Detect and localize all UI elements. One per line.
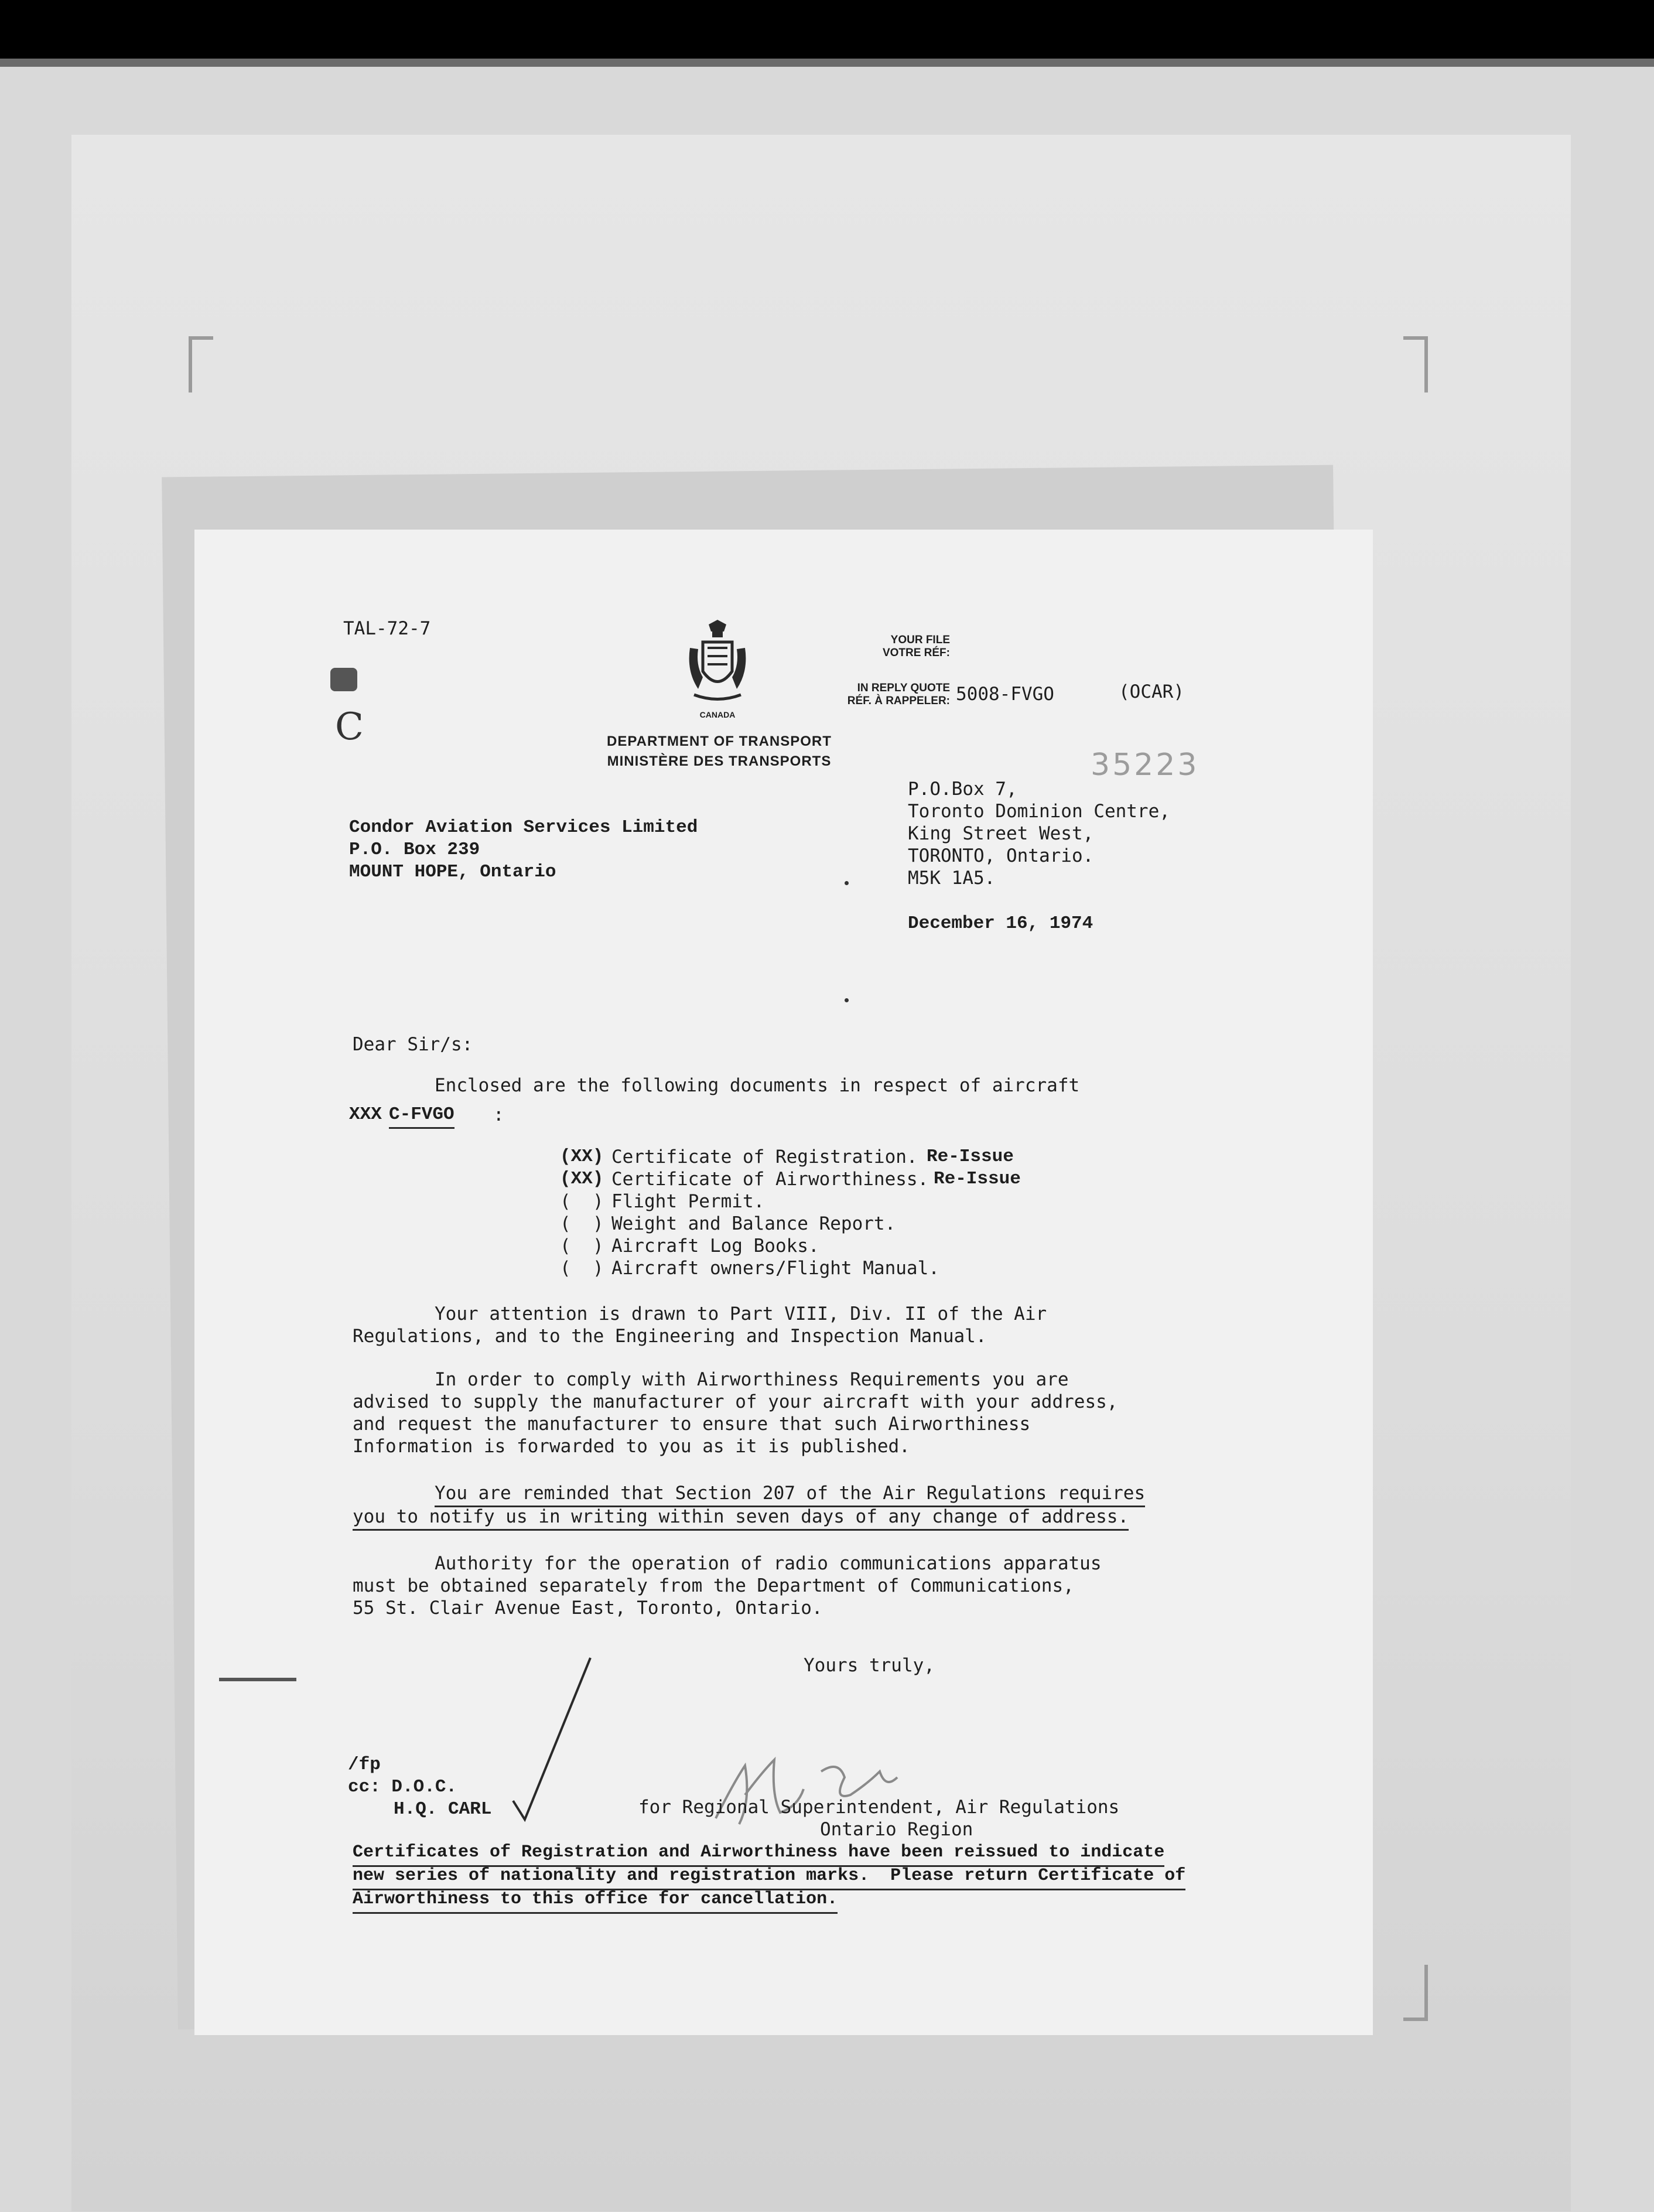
paragraph-radio: 55 St. Clair Avenue East, Toronto, Ontario. [353, 1597, 823, 1619]
salutation: Dear Sir/s: [353, 1034, 473, 1055]
film-rule [0, 59, 1654, 67]
coat-of-arms-icon [685, 619, 750, 706]
closing: Yours truly, [804, 1655, 935, 1676]
punch-dot [845, 881, 849, 885]
enclosure-checkbox: (XX) [560, 1169, 604, 1189]
footer-note-line: new series of nationality and registration marks. Please return Certificate of [353, 1864, 1185, 1890]
ink-smudge [330, 668, 357, 691]
paragraph-attention: Regulations, and to the Engineering and Inspection Manual. [353, 1326, 987, 1347]
sender-address-line: King Street West, [908, 823, 1094, 844]
recipient-line: Condor Aviation Services Limited [349, 817, 698, 838]
punch-dot [845, 998, 849, 1002]
crop-mark-bottom-right [1403, 1965, 1428, 2021]
enclosure-checkbox: ( ) [560, 1213, 604, 1234]
sender-address-line: M5K 1A5. [908, 868, 996, 889]
signatory-line: for Regional Superintendent, Air Regulations [638, 1797, 1120, 1818]
recipient-line: MOUNT HOPE, Ontario [349, 862, 556, 882]
paragraph-comply: advised to supply the manufacturer of your aircraft with your address, [353, 1391, 1118, 1412]
your-file-label-en: YOUR FILE [890, 634, 950, 646]
cc-line: H.Q. CARL [394, 1799, 492, 1820]
letter-page [194, 530, 1373, 2035]
check-mark-icon [511, 1654, 593, 1824]
paragraph-comply: Information is forwarded to you as it is published. [353, 1436, 910, 1457]
signatory-line: Ontario Region [820, 1819, 973, 1840]
reply-quote-value: 5008-FVGO [956, 684, 1054, 705]
reply-quote-label-en: IN REPLY QUOTE [857, 682, 950, 694]
paragraph-comply: and request the manufacturer to ensure that such Airworthiness [353, 1414, 1031, 1435]
intro-text: Enclosed are the following documents in respect of aircraft [435, 1075, 1080, 1096]
enclosure-checkbox: ( ) [560, 1191, 604, 1212]
enclosure-note: Re-Issue [927, 1146, 1014, 1167]
enclosure-item: Aircraft owners/Flight Manual. [611, 1258, 939, 1279]
enclosure-checkbox: ( ) [560, 1258, 604, 1279]
reply-quote-suffix: (OCAR) [1119, 681, 1184, 702]
enclosure-note: Re-Issue [934, 1169, 1021, 1189]
department-name-fr: MINISTÈRE DES TRANSPORTS [607, 753, 832, 769]
typist-initials: /fp [348, 1754, 381, 1775]
your-file-label-fr: VOTRE RÉF: [882, 647, 950, 659]
aircraft-registration: C-FVGO [389, 1104, 454, 1129]
paragraph-comply: In order to comply with Airworthiness Requirements you are [435, 1369, 1069, 1390]
paragraph-reminder: you to notify us in writing within seven days of any change of address. [353, 1506, 1129, 1531]
crest-caption: CANADA [699, 710, 736, 719]
enclosure-item: Aircraft Log Books. [611, 1235, 819, 1257]
enclosure-checkbox: (XX) [560, 1146, 604, 1167]
crop-mark-top-left [189, 336, 213, 392]
letter-date: December 16, 1974 [908, 913, 1093, 934]
cc-line: cc: D.O.C. [348, 1777, 457, 1797]
enclosure-item: Certificate of Registration. [611, 1146, 918, 1168]
paragraph-radio: must be obtained separately from the Department of Communications, [353, 1575, 1074, 1596]
enclosure-checkbox: ( ) [560, 1235, 604, 1257]
received-stamp-number: 35223 [1091, 747, 1200, 783]
aircraft-struck-prefix: XXX [349, 1104, 382, 1125]
enclosure-item: Weight and Balance Report. [611, 1213, 896, 1234]
enclosure-item: Flight Permit. [611, 1191, 765, 1212]
paragraph-attention: Your attention is drawn to Part VIII, Div. II of the Air [435, 1303, 1047, 1325]
crop-mark-top-right [1403, 336, 1428, 392]
film-top-border [0, 0, 1654, 59]
sender-address-line: Toronto Dominion Centre, [908, 801, 1170, 822]
scan-mount [0, 67, 1654, 2212]
recipient-line: P.O. Box 239 [349, 839, 480, 860]
reply-quote-label-fr: RÉF. À RAPPELER: [847, 695, 950, 707]
file-code: TAL-72-7 [343, 618, 431, 639]
paragraph-reminder: You are reminded that Section 207 of the Air Regulations requires [435, 1482, 1145, 1507]
department-name-en: DEPARTMENT OF TRANSPORT [607, 733, 832, 749]
enclosure-item: Certificate of Airworthiness. [611, 1169, 929, 1190]
scan-mark [219, 1678, 296, 1681]
handwritten-mark: C [335, 705, 364, 749]
paragraph-radio: Authority for the operation of radio communications apparatus [435, 1553, 1102, 1574]
footer-note-line: Airworthiness to this office for cancellation. [353, 1887, 838, 1914]
footer-note-line: Certificates of Registration and Airworthiness have been reissued to indicate [353, 1841, 1164, 1867]
aircraft-colon: : [493, 1104, 504, 1125]
sender-address-line: TORONTO, Ontario. [908, 845, 1094, 866]
sender-address-line: P.O.Box 7, [908, 779, 1017, 800]
